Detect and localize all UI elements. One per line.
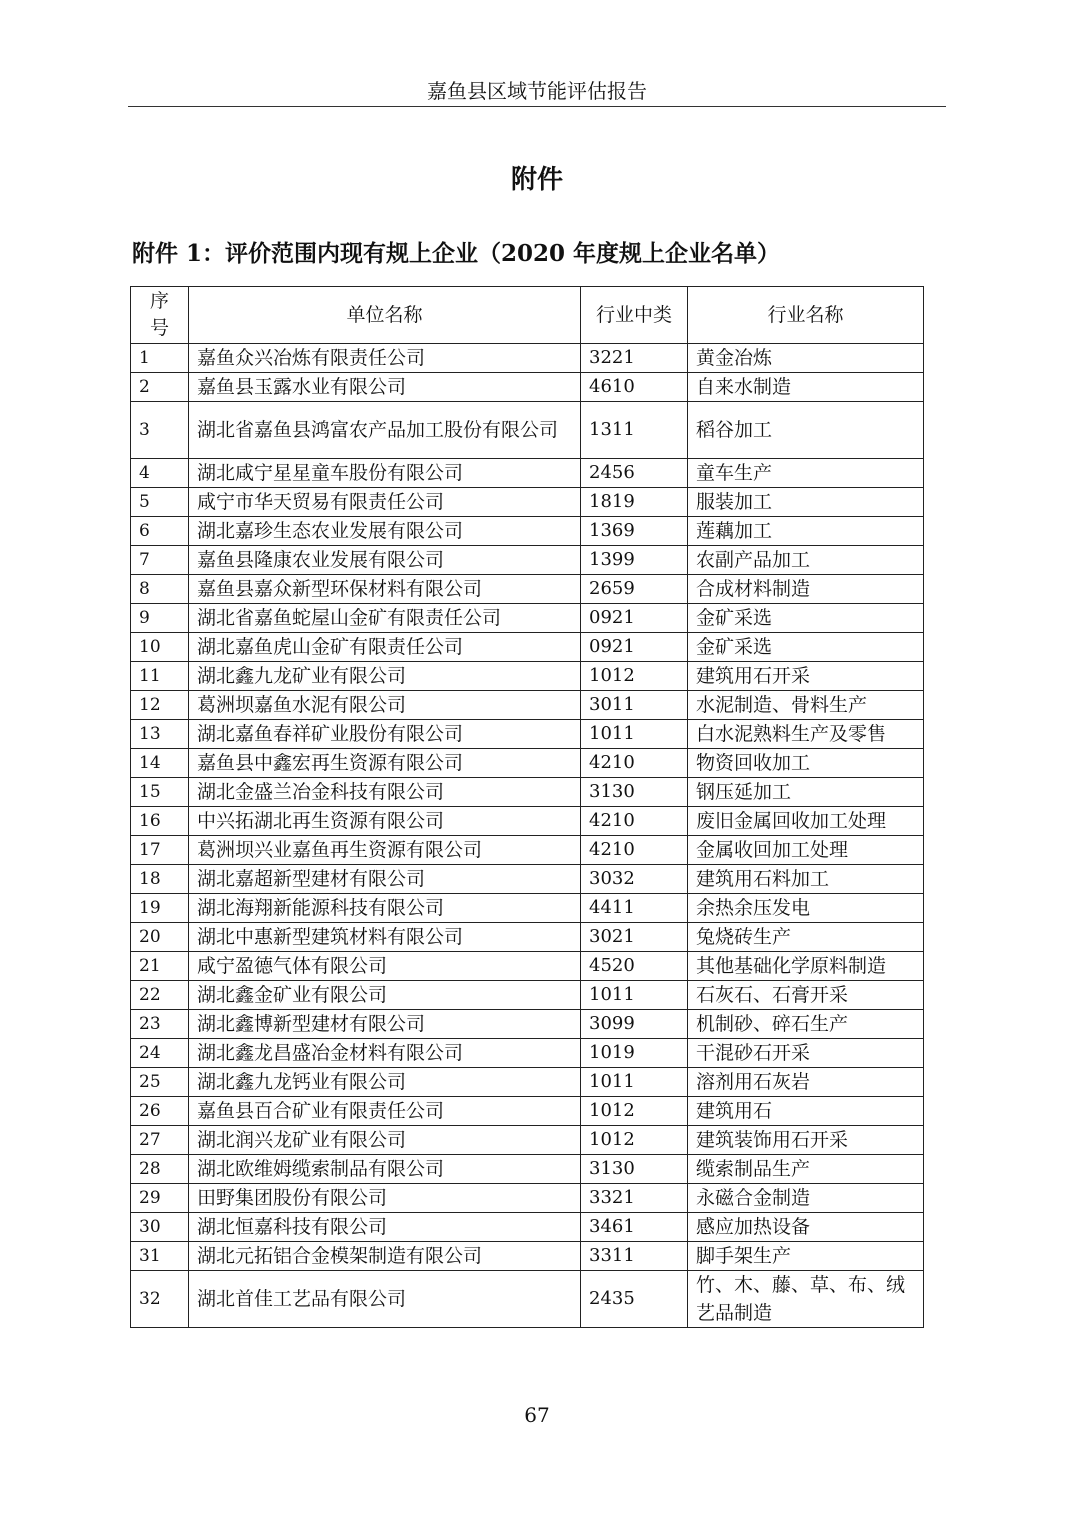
cell-industry-name: 金属收回加工处理: [688, 836, 924, 865]
table-row: [131, 488, 924, 517]
cell-industry-name: 干混砂石开采: [688, 1039, 924, 1068]
cell-company-name: 咸宁市华天贸易有限责任公司: [189, 488, 581, 517]
cell-industry-code: 1012: [581, 662, 688, 691]
cell-industry-code: 1369: [581, 517, 688, 546]
table-row: [131, 778, 924, 807]
cell-industry-code: 1399: [581, 546, 688, 575]
cell-industry-name: 服装加工: [688, 488, 924, 517]
cell-seq: 27: [131, 1126, 189, 1155]
cell-industry-name: 兔烧砖生产: [688, 923, 924, 952]
cell-industry-name: 金矿采选: [688, 604, 924, 633]
cell-industry-code: 3321: [581, 1184, 688, 1213]
table-row: [131, 575, 924, 604]
table-row: [131, 691, 924, 720]
cell-company-name: 嘉鱼县玉露水业有限公司: [189, 373, 581, 402]
cell-company-name: 嘉鱼众兴冶炼有限责任公司: [189, 344, 581, 373]
cell-industry-code: 3021: [581, 923, 688, 952]
table-header-row: [131, 287, 924, 344]
cell-industry-code: 3011: [581, 691, 688, 720]
enterprise-table: [130, 286, 924, 1328]
cell-industry-name: 缆索制品生产: [688, 1155, 924, 1184]
cell-company-name: 湖北嘉鱼春祥矿业股份有限公司: [189, 720, 581, 749]
cell-industry-name: 建筑用石: [688, 1097, 924, 1126]
cell-industry-code: 1011: [581, 1068, 688, 1097]
cell-industry-code: 3130: [581, 778, 688, 807]
table-row: [131, 1184, 924, 1213]
table-row: [131, 633, 924, 662]
cell-seq: 13: [131, 720, 189, 749]
column-header-name: 单位名称: [189, 287, 581, 344]
table-row: [131, 402, 924, 459]
table-row: [131, 546, 924, 575]
cell-company-name: 湖北首佳工艺品有限公司: [189, 1271, 581, 1328]
cell-industry-code: 3221: [581, 344, 688, 373]
cell-industry-code: 4520: [581, 952, 688, 981]
cell-seq: 16: [131, 807, 189, 836]
cell-company-name: 湖北中惠新型建筑材料有限公司: [189, 923, 581, 952]
cell-seq: 26: [131, 1097, 189, 1126]
cell-seq: 2: [131, 373, 189, 402]
cell-seq: 19: [131, 894, 189, 923]
table-caption: 附件 1：评价范围内现有规上企业（2020 年度规上企业名单）: [132, 240, 781, 267]
cell-industry-name: 永磁合金制造: [688, 1184, 924, 1213]
cell-company-name: 葛洲坝兴业嘉鱼再生资源有限公司: [189, 836, 581, 865]
table-row: [131, 1068, 924, 1097]
cell-company-name: 湖北鑫九龙钙业有限公司: [189, 1068, 581, 1097]
cell-company-name: 嘉鱼县百合矿业有限责任公司: [189, 1097, 581, 1126]
cell-company-name: 葛洲坝嘉鱼水泥有限公司: [189, 691, 581, 720]
cell-industry-code: 0921: [581, 604, 688, 633]
cell-industry-code: 1011: [581, 720, 688, 749]
cell-industry-code: 4210: [581, 807, 688, 836]
cell-seq: 25: [131, 1068, 189, 1097]
cell-seq: 10: [131, 633, 189, 662]
table-row: [131, 1271, 924, 1328]
table-row: [131, 865, 924, 894]
table-row: [131, 344, 924, 373]
cell-company-name: 中兴拓湖北再生资源有限公司: [189, 807, 581, 836]
cell-industry-code: 1012: [581, 1097, 688, 1126]
cell-seq: 5: [131, 488, 189, 517]
cell-industry-name: 金矿采选: [688, 633, 924, 662]
cell-seq: 21: [131, 952, 189, 981]
cell-industry-code: 2435: [581, 1271, 688, 1328]
cell-company-name: 湖北鑫博新型建材有限公司: [189, 1010, 581, 1039]
cell-seq: 14: [131, 749, 189, 778]
cell-industry-code: 4210: [581, 749, 688, 778]
cell-company-name: 湖北鑫龙昌盛冶金材料有限公司: [189, 1039, 581, 1068]
cell-seq: 7: [131, 546, 189, 575]
cell-industry-name: 自来水制造: [688, 373, 924, 402]
cell-company-name: 湖北咸宁星星童车股份有限公司: [189, 459, 581, 488]
cell-company-name: 湖北润兴龙矿业有限公司: [189, 1126, 581, 1155]
cell-industry-code: 3099: [581, 1010, 688, 1039]
cell-industry-code: 3461: [581, 1213, 688, 1242]
cell-company-name: 湖北元拓铝合金模架制造有限公司: [189, 1242, 581, 1271]
cell-industry-name: 废旧金属回收加工处理: [688, 807, 924, 836]
table-row: [131, 894, 924, 923]
cell-industry-name: 感应加热设备: [688, 1213, 924, 1242]
cell-seq: 28: [131, 1155, 189, 1184]
table-row: [131, 662, 924, 691]
cell-seq: 32: [131, 1271, 189, 1328]
table-row: [131, 1155, 924, 1184]
cell-seq: 4: [131, 459, 189, 488]
table-row: [131, 1126, 924, 1155]
table-row: [131, 923, 924, 952]
column-header-industry: 行业名称: [688, 287, 924, 344]
cell-seq: 22: [131, 981, 189, 1010]
cell-company-name: 湖北嘉珍生态农业发展有限公司: [189, 517, 581, 546]
cell-industry-name: 童车生产: [688, 459, 924, 488]
table-body: [131, 344, 924, 1328]
cell-seq: 11: [131, 662, 189, 691]
cell-seq: 31: [131, 1242, 189, 1271]
cell-seq: 15: [131, 778, 189, 807]
cell-industry-code: 1012: [581, 1126, 688, 1155]
cell-seq: 18: [131, 865, 189, 894]
cell-seq: 9: [131, 604, 189, 633]
table-row: [131, 836, 924, 865]
page-number: 67: [524, 1403, 550, 1427]
table-row: [131, 517, 924, 546]
cell-industry-name: 水泥制造、骨料生产: [688, 691, 924, 720]
cell-industry-name: 建筑用石开采: [688, 662, 924, 691]
cell-seq: 29: [131, 1184, 189, 1213]
table-row: [131, 1010, 924, 1039]
cell-company-name: 湖北恒嘉科技有限公司: [189, 1213, 581, 1242]
cell-company-name: 田野集团股份有限公司: [189, 1184, 581, 1213]
table-row: [131, 1213, 924, 1242]
column-header-code: 行业中类: [581, 287, 688, 344]
cell-company-name: 湖北省嘉鱼县鸿富农产品加工股份有限公司: [189, 402, 581, 459]
cell-company-name: 湖北鑫金矿业有限公司: [189, 981, 581, 1010]
cell-company-name: 湖北欧维姆缆索制品有限公司: [189, 1155, 581, 1184]
cell-seq: 8: [131, 575, 189, 604]
cell-seq: 30: [131, 1213, 189, 1242]
cell-company-name: 湖北鑫九龙矿业有限公司: [189, 662, 581, 691]
cell-industry-name: 脚手架生产: [688, 1242, 924, 1271]
table-row: [131, 749, 924, 778]
cell-company-name: 嘉鱼县中鑫宏再生资源有限公司: [189, 749, 581, 778]
cell-industry-code: 1011: [581, 981, 688, 1010]
cell-industry-name: 石灰石、石膏开采: [688, 981, 924, 1010]
cell-company-name: 湖北金盛兰冶金科技有限公司: [189, 778, 581, 807]
cell-company-name: 湖北嘉超新型建材有限公司: [189, 865, 581, 894]
table-row: [131, 807, 924, 836]
cell-industry-code: 1019: [581, 1039, 688, 1068]
column-header-seq: 序号: [131, 287, 189, 344]
cell-industry-name: 其他基础化学原料制造: [688, 952, 924, 981]
cell-company-name: 湖北嘉鱼虎山金矿有限责任公司: [189, 633, 581, 662]
table-row: [131, 373, 924, 402]
cell-industry-name: 稻谷加工: [688, 402, 924, 459]
table-row: [131, 604, 924, 633]
cell-industry-code: 1311: [581, 402, 688, 459]
cell-industry-code: 3032: [581, 865, 688, 894]
section-title: 附件: [510, 165, 563, 195]
cell-seq: 17: [131, 836, 189, 865]
table-row: [131, 1242, 924, 1271]
cell-industry-code: 3311: [581, 1242, 688, 1271]
cell-industry-name: 竹、木、藤、草、布、绒艺品制造: [688, 1271, 924, 1328]
cell-company-name: 湖北省嘉鱼蛇屋山金矿有限责任公司: [189, 604, 581, 633]
cell-seq: 24: [131, 1039, 189, 1068]
cell-industry-name: 物资回收加工: [688, 749, 924, 778]
cell-industry-code: 2659: [581, 575, 688, 604]
cell-industry-code: 4411: [581, 894, 688, 923]
cell-seq: 1: [131, 344, 189, 373]
cell-company-name: 嘉鱼县嘉众新型环保材料有限公司: [189, 575, 581, 604]
cell-industry-code: 0921: [581, 633, 688, 662]
table-row: [131, 952, 924, 981]
cell-seq: 3: [131, 402, 189, 459]
page-header: 嘉鱼县区域节能评估报告: [128, 76, 946, 107]
cell-industry-name: 莲藕加工: [688, 517, 924, 546]
cell-seq: 12: [131, 691, 189, 720]
cell-industry-name: 钢压延加工: [688, 778, 924, 807]
cell-industry-name: 溶剂用石灰岩: [688, 1068, 924, 1097]
cell-industry-name: 余热余压发电: [688, 894, 924, 923]
cell-industry-code: 4610: [581, 373, 688, 402]
cell-industry-code: 2456: [581, 459, 688, 488]
cell-industry-name: 白水泥熟料生产及零售: [688, 720, 924, 749]
cell-industry-code: 3130: [581, 1155, 688, 1184]
table-row: [131, 1097, 924, 1126]
table-row: [131, 1039, 924, 1068]
cell-industry-name: 黄金冶炼: [688, 344, 924, 373]
cell-industry-code: 4210: [581, 836, 688, 865]
cell-company-name: 咸宁盈德气体有限公司: [189, 952, 581, 981]
cell-industry-name: 合成材料制造: [688, 575, 924, 604]
table-row: [131, 459, 924, 488]
cell-company-name: 湖北海翔新能源科技有限公司: [189, 894, 581, 923]
cell-industry-name: 建筑装饰用石开采: [688, 1126, 924, 1155]
table-row: [131, 720, 924, 749]
table-row: [131, 981, 924, 1010]
cell-company-name: 嘉鱼县隆康农业发展有限公司: [189, 546, 581, 575]
cell-seq: 6: [131, 517, 189, 546]
cell-industry-name: 建筑用石料加工: [688, 865, 924, 894]
cell-seq: 20: [131, 923, 189, 952]
cell-seq: 23: [131, 1010, 189, 1039]
cell-industry-name: 农副产品加工: [688, 546, 924, 575]
cell-industry-code: 1819: [581, 488, 688, 517]
cell-industry-name: 机制砂、碎石生产: [688, 1010, 924, 1039]
